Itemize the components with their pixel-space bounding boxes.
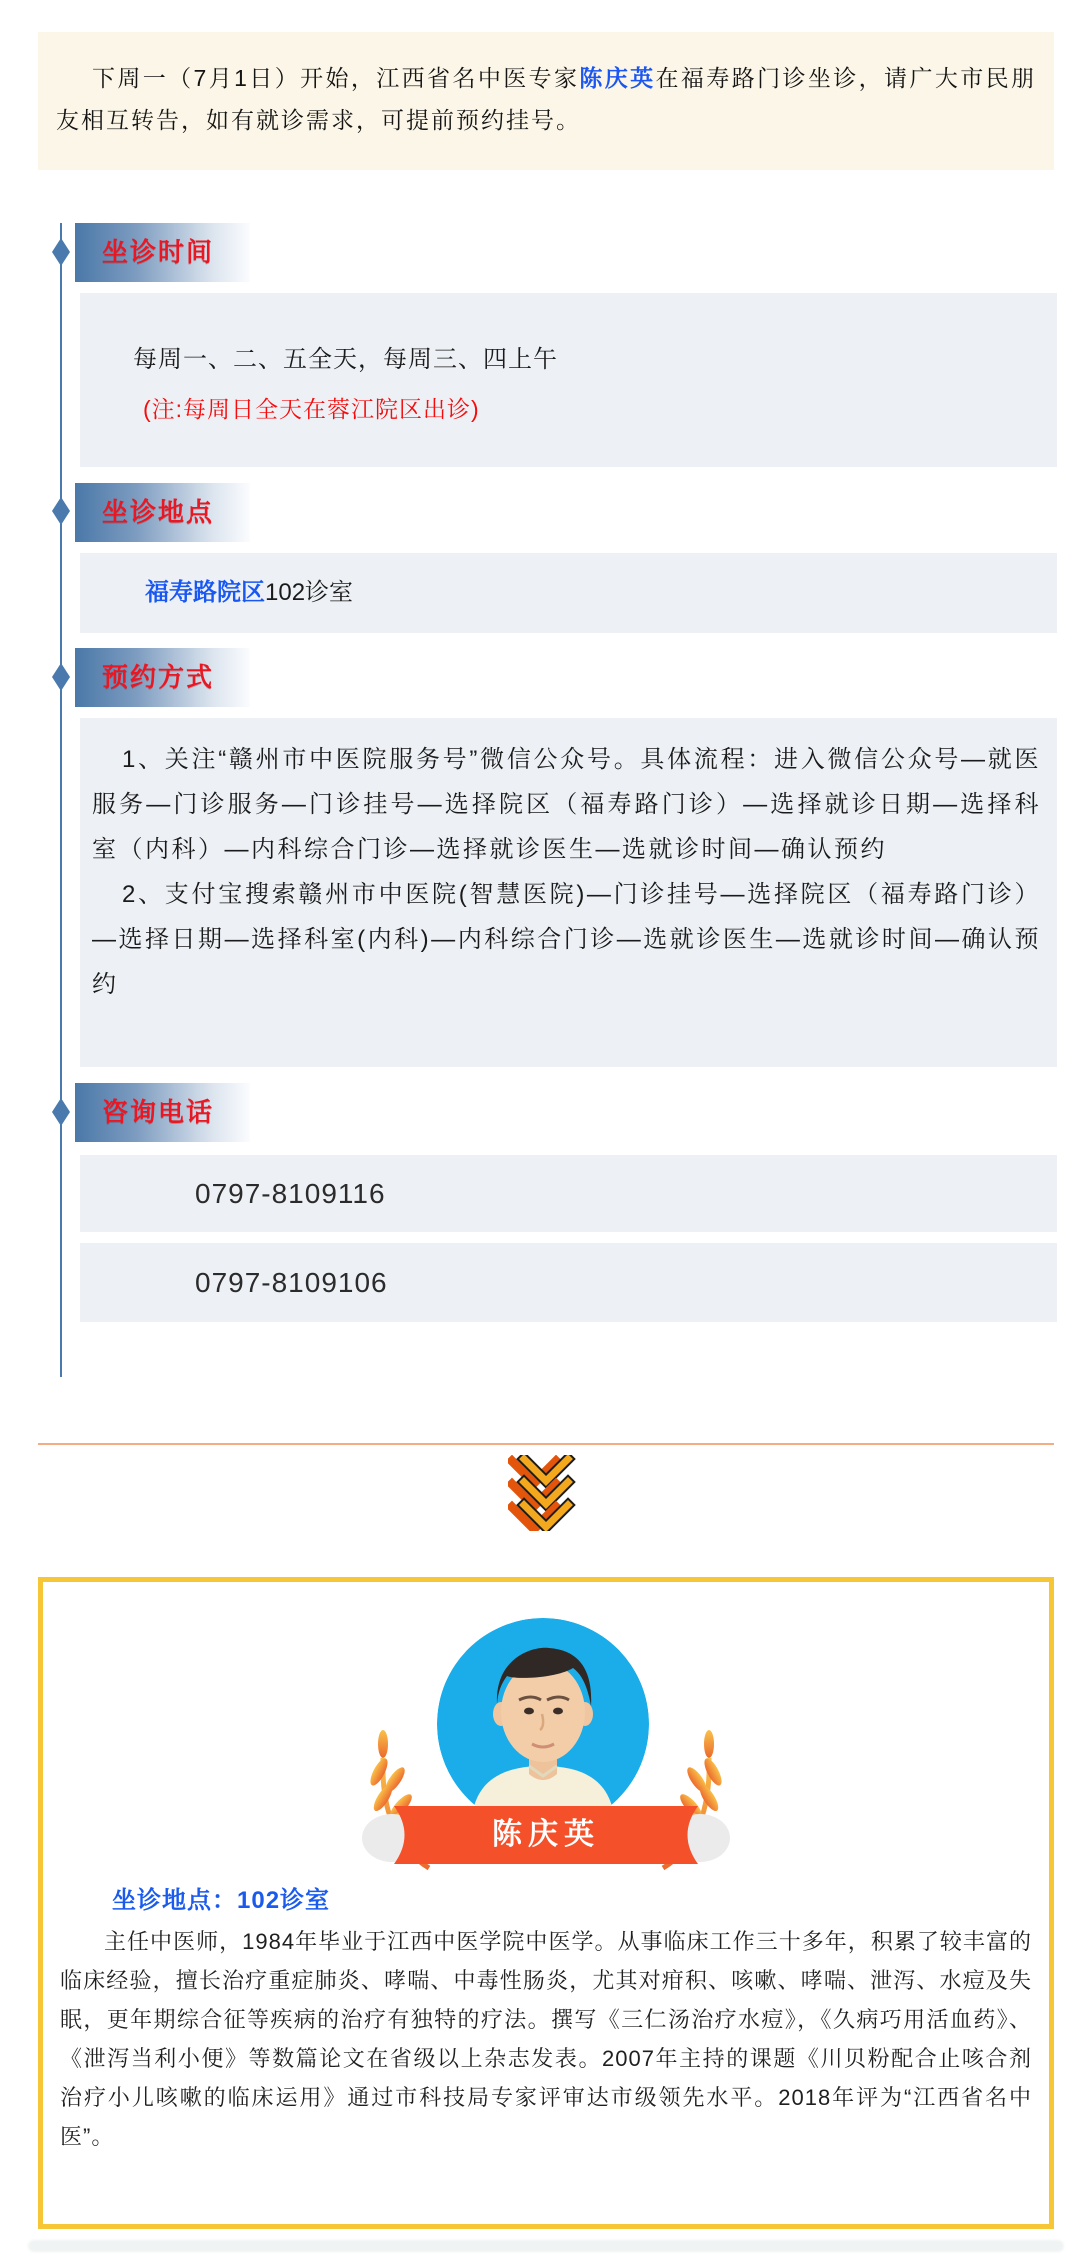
booking-method-2: 2、支付宝搜索赣州市中医院(智慧医院)—门诊挂号—选择院区（福寿路门诊）—选择日期—选择科室(内科)—内科综合门诊—选就诊医生—选就诊时间—确认预约: [92, 881, 1041, 998]
booking-content-box: [80, 718, 1057, 1067]
timeline-line: [60, 223, 62, 1377]
diamond-icon: [52, 663, 70, 691]
phone-number-row: 0797-8109116: [80, 1155, 1057, 1232]
location-content-box: [80, 553, 1057, 633]
announcement-pre: 下周一（7月1日）开始，江西省名中医专家: [92, 65, 580, 91]
chevron-divider-icon: [508, 1455, 582, 1531]
section-header-location: 坐诊地点: [75, 483, 250, 542]
card-location-line: 坐诊地点：102诊室: [112, 1887, 331, 1914]
doctor-card-name: 陈庆英: [492, 1818, 600, 1851]
diamond-icon: [52, 497, 70, 525]
diamond-icon: [52, 238, 70, 266]
section-header-phone: 咨询电话: [75, 1083, 250, 1142]
diamond-icon: [52, 1098, 70, 1126]
doctor-card: [38, 1577, 1054, 2229]
doctor-name-link: 陈庆英: [579, 65, 656, 91]
doctor-bio: 主任中医师，1984年毕业于江西中医学院中医学。从事临床工作三十多年，积累了较丰富的临床经验，擅长治疗重症肺炎、哮喘、中毒性肠炎，尤其对疳积、咳嗽、哮喘、泄泻、水痘及失眠，更年期综合征等疾病的治疗有独特的疗法。撰写《三仁汤治疗水痘》，《久病巧用活血药》、《泄泻当利小便》等数篇论文在省级以上杂志发表。2007年主持的课题《川贝粉配合止咳合剂治疗小儿咳嗽的临床运用》通过市科技局专家评审达市级领先水平。2018年评为“江西省名中医”。: [60, 1929, 1032, 2149]
divider-line: [38, 1443, 1054, 1445]
section-header-booking: 预约方式: [75, 648, 250, 707]
section-header-time: 坐诊时间: [75, 223, 250, 282]
schedule-text: 每周一、二、五全天，每周三、四上午: [133, 346, 558, 373]
announcement-text: [56, 57, 1036, 141]
phone-number-row: 0797-8109106: [80, 1243, 1057, 1322]
time-content-box: [80, 293, 1057, 467]
location-rest: 102诊室: [265, 579, 354, 606]
announcement-post: 在福寿路门诊坐诊，请广大市民朋友相互转告，如有就诊需求，可提前预约挂号。: [56, 65, 1036, 133]
schedule-note: (注:每周日全天在蓉江院区出诊): [143, 396, 480, 422]
location-highlight: 福寿路院区: [145, 579, 265, 606]
doctor-photo: [437, 1618, 649, 1830]
cutoff-text-strip: [28, 2240, 1064, 2252]
announcement-box: [38, 32, 1054, 170]
booking-method-1: 1、关注“赣州市中医院服务号”微信公众号。具体流程：进入微信公众号—就医服务—门诊服务—门诊挂号—选择院区（福寿路门诊）—选择就诊日期—选择科室（内科）—内科综合门诊—选择就诊医生—选就诊时间—确认预约: [92, 746, 1041, 863]
